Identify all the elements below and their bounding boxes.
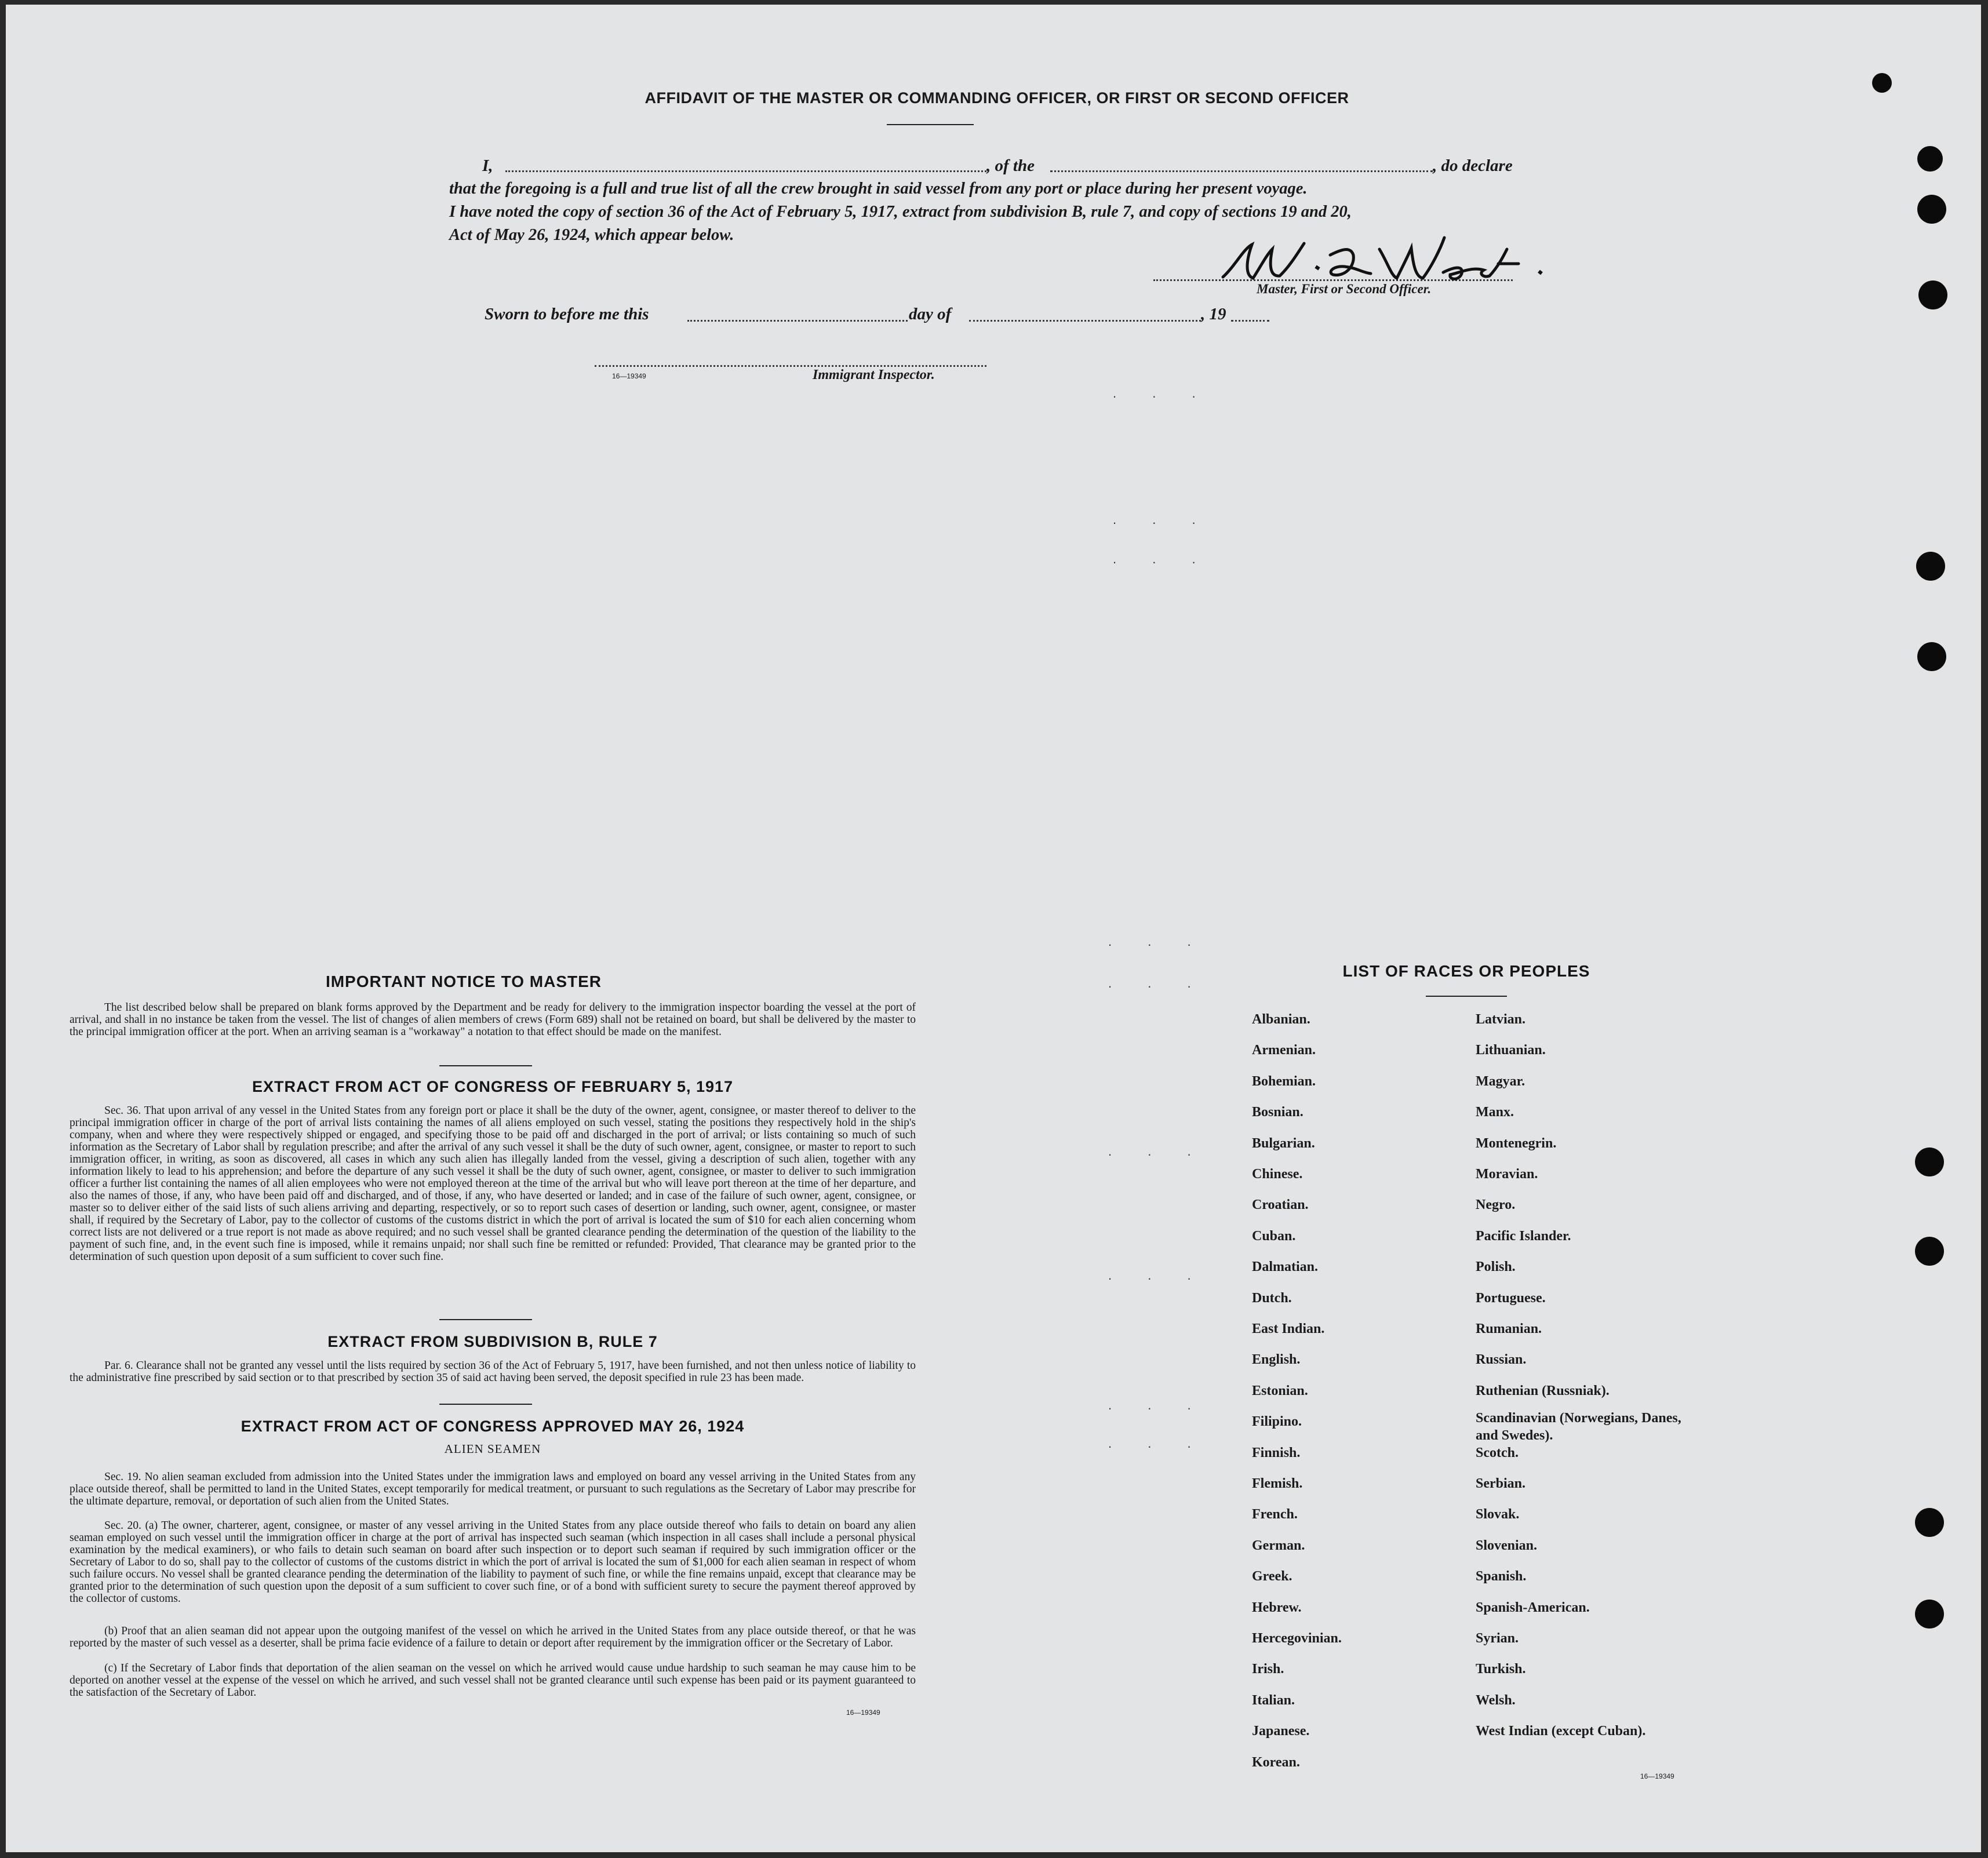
race-item: Turkish. [1476, 1662, 1526, 1677]
inspector-form-number: 16—19349 [612, 372, 646, 380]
rule7-heading: EXTRACT FROM SUBDIVISION B, RULE 7 [327, 1333, 658, 1350]
affidavit-line2: that the foregoing is a full and true list of all the crew brought in said vessel from any port or place during her present voyage. [449, 180, 1308, 198]
race-item: English. [1252, 1352, 1301, 1368]
extract1924-subheading: ALIEN SEAMEN [444, 1442, 541, 1456]
binder-hole [1872, 73, 1892, 93]
document-page [6, 5, 1981, 1852]
race-item: Greek. [1252, 1569, 1292, 1584]
race-item: French. [1252, 1507, 1298, 1522]
races-heading: LIST OF RACES OR PEOPLES [1342, 962, 1590, 980]
binder-hole [1915, 1147, 1944, 1176]
race-item: Bohemian. [1252, 1073, 1316, 1089]
speck-marks: . . . [1113, 552, 1212, 566]
binder-hole [1916, 552, 1945, 581]
race-item: Latvian. [1476, 1012, 1526, 1027]
race-item: Lithuanian. [1476, 1043, 1546, 1058]
vessel-blank [1050, 170, 1433, 172]
race-item: Ruthenian (Russniak). [1476, 1383, 1610, 1398]
sec19-body: Sec. 19. No alien seaman excluded from admission into the United States under the immigration laws and employed on board any vessel arriving in the United States from any place outside thereof, shall be permitted to land in the United States, except temporarily for medical treatment, or pursuant to such regulations as the Secretary of Labor may prescribe for the ultimate departure, removal, or deportation of such alien from the United States. [70, 1471, 916, 1507]
affidavit-title: AFFIDAVIT OF THE MASTER OR COMMANDING OFFICER, OR FIRST OR SECOND OFFICER [645, 89, 1349, 107]
race-item: Bosnian. [1252, 1105, 1304, 1120]
race-item: Chinese. [1252, 1167, 1303, 1182]
signature-caption: Master, First or Second Officer. [1257, 282, 1432, 296]
race-item: Spanish-American. [1476, 1600, 1590, 1615]
race-item: Pacific Islander. [1476, 1228, 1571, 1244]
notice-rule [439, 1065, 532, 1066]
binder-hole [1917, 195, 1946, 224]
title-rule [887, 124, 974, 125]
race-item: Japanese. [1252, 1724, 1310, 1739]
year-blank [1231, 320, 1269, 322]
race-item: Negro. [1476, 1197, 1516, 1213]
race-item: Montenegrin. [1476, 1135, 1557, 1151]
race-item: Italian. [1252, 1692, 1295, 1708]
affidavit-line1-i: I, [482, 156, 493, 175]
day-of-label: day of [909, 305, 952, 323]
speck-marks: . . . [1108, 934, 1207, 949]
speck-marks: . . . [1108, 1268, 1207, 1283]
race-item: German. [1252, 1538, 1305, 1553]
extract1924-heading: EXTRACT FROM ACT OF CONGRESS APPROVED MAY 26, 1924 [241, 1418, 745, 1435]
race-item: Bulgarian. [1252, 1135, 1315, 1151]
race-item: Irish. [1252, 1662, 1284, 1677]
race-item: Portuguese. [1476, 1290, 1546, 1306]
race-item: Russian. [1476, 1352, 1527, 1368]
race-item: Dalmatian. [1252, 1259, 1318, 1275]
sworn-month-blank [969, 320, 1201, 322]
rule7-body: Par. 6. Clearance shall not be granted any vessel until the lists required by section 36 of the Act of February 5, 1917, have been furnished, and not then unless notice of liability to the administrative fine prescribed by said section or to that prescribed by section 35 of said act having been served, the deposit specified in rule 23 has been made. [70, 1360, 916, 1384]
extract1917-rule [439, 1319, 532, 1320]
sec20c-body: (c) If the Secretary of Labor finds that deportation of the alien seaman on the vessel on which he arrived would cause undue hardship to such seaman he may cause him to be deported on another vessel at the expense of the vessel on which he arrived, and such vessel shall not be granted clearance until such expense has been paid or its payment guaranteed to the satisfaction of the Secretary of Labor. [70, 1662, 916, 1699]
inspector-caption: Immigrant Inspector. [813, 367, 935, 382]
speck-marks: . . . [1108, 1436, 1207, 1451]
race-item: Rumanian. [1476, 1321, 1542, 1336]
binder-hole [1915, 1600, 1944, 1629]
races-form-number: 16—19349 [1640, 1772, 1674, 1780]
race-item: Cuban. [1252, 1228, 1296, 1244]
race-item: Serbian. [1476, 1476, 1526, 1491]
notice-heading: IMPORTANT NOTICE TO MASTER [325, 972, 602, 990]
speck-marks: . . . [1113, 512, 1212, 527]
race-item: Magyar. [1476, 1073, 1525, 1089]
binder-hole [1915, 1237, 1944, 1266]
race-item: Dutch. [1252, 1290, 1292, 1306]
inspector-blank [595, 365, 986, 367]
race-item: West Indian (except Cuban). [1476, 1724, 1646, 1739]
race-item: Albanian. [1252, 1012, 1310, 1027]
race-item: Moravian. [1476, 1167, 1538, 1182]
speck-marks: . . . [1113, 386, 1212, 400]
race-item: Finnish. [1252, 1445, 1301, 1460]
race-item: Scandinavian (Norwegians, Danes, and Swedes). [1476, 1411, 1681, 1444]
sec20a-body: Sec. 20. (a) The owner, charterer, agent, consignee, or master of any vessel arriving in the United States from any place outside thereof who fails to detain on board any alien seaman employed on such vessel until the immigration officer in charge at the port of arrival has inspected such seaman (which inspection in all cases shall include a personal physical examination by the medical examiners), or who fails to detain such seaman on board after such inspection or to deport such seaman if required by such immigration officer or the Secretary of Labor to do so, shall pay to the collector of customs of the customs district in which the port of arrival is located the sum of $1,000 for each alien seaman in respect of whom such failure occurs. No vessel shall be granted clearance pending the determination of the liability to payment of such fine, or while the fine remains unpaid, except that clearance may be granted prior to the determination of such question upon the deposit of a sum sufficient to cover such fine, or of a bond with sufficient surety to secure the payment thereof approved by the collector of customs. [70, 1520, 916, 1605]
notice-body: The list described below shall be prepared on blank forms approved by the Department and be ready for delivery to the immigration inspector boarding the vessel at the port of arrival, and shall in no instance be taken from the vessel. The list of changes of alien members of crews (Form 689) shall not be retained on board, but shall be delivered by the master to the principal immigration officer at the port. When an arriving seaman is a "workaway" a notation to that effect should be made on the manifest. [70, 1001, 916, 1038]
extract1924-form-number: 16—19349 [846, 1708, 880, 1717]
races-rule [1426, 996, 1507, 997]
race-item: Armenian. [1252, 1043, 1316, 1058]
race-item: Syrian. [1476, 1631, 1519, 1646]
affidavit-line3: I have noted the copy of section 36 of the Act of February 5, 1917, extract from subdivision B, rule 7, and copy of sections 19 and 20, [449, 203, 1352, 221]
speck-marks: . . . [1108, 1398, 1207, 1412]
speck-marks: . . . [1108, 1144, 1207, 1158]
race-item: Flemish. [1252, 1476, 1303, 1491]
rule7-rule [439, 1404, 532, 1405]
extract1917-heading: EXTRACT FROM ACT OF CONGRESS OF FEBRUARY 5, 1917 [252, 1078, 734, 1095]
binder-hole [1917, 146, 1943, 172]
sworn-label: Sworn to before me this [485, 305, 649, 323]
affidavit-line4: Act of May 26, 1924, which appear below. [449, 226, 734, 244]
race-item: Slovak. [1476, 1507, 1520, 1522]
name-blank [505, 170, 986, 172]
race-item: Polish. [1476, 1259, 1516, 1275]
race-item: Hebrew. [1252, 1600, 1302, 1615]
race-item: Slovenian. [1476, 1538, 1538, 1553]
race-item: Welsh. [1476, 1692, 1516, 1708]
extract1917-body: Sec. 36. That upon arrival of any vessel in the United States from any foreign port or place it shall be the duty of the owner, agent, consignee, or master thereof to deliver to the principal immigration officer in charge of the port of arrival lists containing the names of all aliens employed on such vessel, stating the positions they respectively hold in the ship's company, when and where they were respectively shipped or engaged, and specifying those to be paid off and discharged in the port of arrival; or lists containing so much of such information as the Secretary of Labor shall by regulation prescribe; and after the arrival of any such vessel it shall be the duty of such owner, agent, consignee, or master to report to such immigration officer, in writing, as soon as discovered, all cases in which any such alien has illegally landed from the vessel, giving a description of such alien, together with any information likely to lead to his apprehension; and before the departure of any such vessel it shall be the duty of such owner, agent, consignee, or master to deliver to such immigration officer a further list containing the names of all alien employees who were not employed thereon at the time of the arrival but who will leave port thereon at the time of her departure, and also the names of those, if any, who have been paid off and discharged, and of those, if any, who have deserted or landed; and in case of the failure of such owner, agent, consignee, or master so to deliver either of the said lists of such aliens arriving and departing, respectively, or so to report such cases of desertion or landing, such owner, agent, consignee, or master shall, if required by the Secretary of Labor, pay to the collector of customs of the customs district in which the port of arrival is located the sum of $10 for each alien concerning whom correct lists are not delivered or a true report is not made as above required; and no such vessel shall be granted clearance pending the determination of the question of the liability to the payment of such fine, and, in the event such fine is imposed, while it remains unpaid; nor shall such fine be remitted or refunded: Provided, That clearance may be granted prior to the determination of such question upon deposit of a sum sufficient to cover such fine. [70, 1105, 916, 1263]
sworn-day-blank [687, 320, 908, 322]
race-item: Manx. [1476, 1105, 1514, 1120]
binder-hole [1918, 280, 1947, 309]
binder-hole [1917, 642, 1946, 671]
year-prefix: , 19 [1201, 305, 1226, 323]
race-item: Croatian. [1252, 1197, 1309, 1213]
race-item: Filipino. [1252, 1414, 1302, 1430]
speck-marks: . . . [1108, 976, 1207, 990]
race-item: Spanish. [1476, 1569, 1527, 1584]
sec20b-body: (b) Proof that an alien seaman did not appear upon the outgoing manifest of the vessel on which he arrived in the United States from any place outside thereof, or that he was reported by the master of such vessel as a deserter, shall be prima facie evidence of a failure to detain or deport after requirement by the immigration officer or the Secretary of Labor. [70, 1625, 916, 1649]
affidavit-line1-do-declare: , do declare [1433, 156, 1513, 175]
race-item: Hercegovinian. [1252, 1631, 1342, 1646]
race-item: Estonian. [1252, 1383, 1308, 1398]
race-item: Korean. [1252, 1754, 1300, 1770]
binder-hole [1915, 1508, 1944, 1537]
race-item: East Indian. [1252, 1321, 1325, 1336]
race-item: Scotch. [1476, 1445, 1519, 1460]
affidavit-line1-of-the: , of the [986, 156, 1035, 175]
